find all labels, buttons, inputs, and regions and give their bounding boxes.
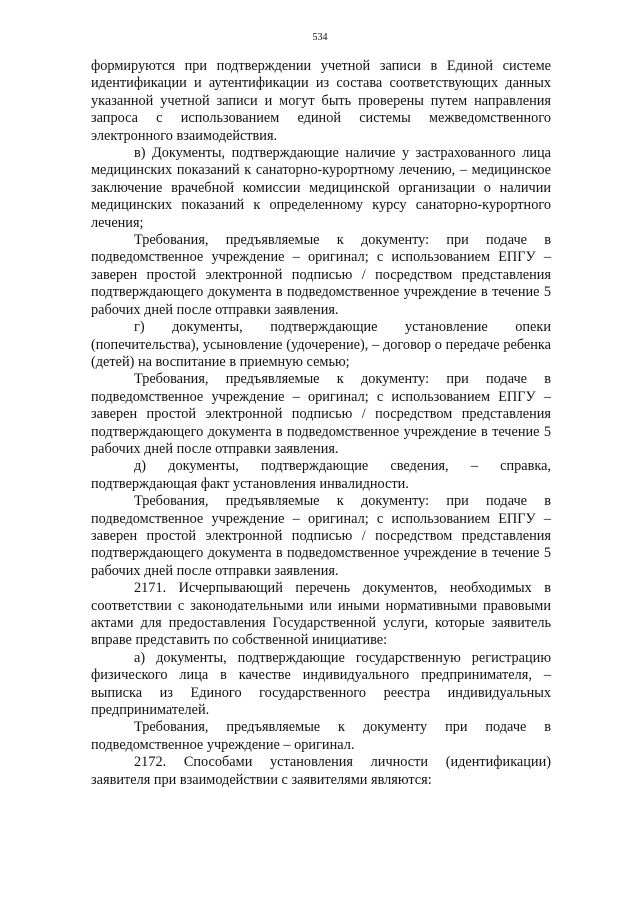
paragraph-requirements: Требования, предъявляемые к документу: при подаче в подведомственное учреждение – оригинал; с использованием ЕПГУ – заверен простой электронной подписью / посредством представления подтверждающего документа в подведомственное учреждение в течение 5 рабочих дней после отправки заявления. bbox=[91, 232, 551, 318]
paragraph-clause-2171: 2171. Исчерпывающий перечень документов, необходимых в соответствии с законодательными или иными нормативными правовыми актами для предоставления Государственной услуги, которые заявитель вправе представить по собственной инициативе: bbox=[91, 580, 551, 649]
paragraph-clause-2172: 2172. Способами установления личности (идентификации) заявителя при взаимодействии с заявителями являются: bbox=[91, 754, 551, 788]
paragraph-item-v: в) Документы, подтверждающие наличие у застрахованного лица медицинских показаний к санаторно-курортному лечению, – медицинское заключение врачебной комиссии медицинской организации о наличии медицинских показаний к определенному курсу санаторно-курортного лечения; bbox=[91, 145, 551, 231]
paragraph-item-d: д) документы, подтверждающие сведения, – справка, подтверждающая факт установления инвалидности. bbox=[91, 458, 551, 492]
paragraph-requirements: Требования, предъявляемые к документу при подаче в подведомственное учреждение – оригинал. bbox=[91, 719, 551, 753]
page-number: 534 bbox=[312, 32, 328, 43]
page-body bbox=[91, 58, 551, 789]
paragraph-requirements: Требования, предъявляемые к документу: при подаче в подведомственное учреждение – оригинал; с использованием ЕПГУ – заверен простой электронной подписью / посредством представления подтверждающего документа в подведомственное учреждение в течение 5 рабочих дней после отправки заявления. bbox=[91, 371, 551, 457]
paragraph-item-g: г) документы, подтверждающие установление опеки (попечительства), усыновление (удочерение), – договор о передаче ребенка (детей) на воспитание в приемную семью; bbox=[91, 319, 551, 370]
paragraph-item-a: а) документы, подтверждающие государственную регистрацию физического лица в качестве индивидуального предпринимателя, – выписка из Единого государственного реестра индивидуальных предпринимателей. bbox=[91, 649, 551, 719]
paragraph-continuation: формируются при подтверждении учетной записи в Единой системе идентификации и аутентификации из состава соответствующих данных указанной учетной записи и могут быть проверены путем направления запроса с использованием единой системы межведомственного электронного взаимодействия. bbox=[91, 58, 551, 144]
paragraph-requirements: Требования, предъявляемые к документу: при подаче в подведомственное учреждение – оригинал; с использованием ЕПГУ – заверен простой электронной подписью / посредством представления подтверждающего документа в подведомственное учреждение в течение 5 рабочих дней после отправки заявления. bbox=[91, 493, 551, 579]
